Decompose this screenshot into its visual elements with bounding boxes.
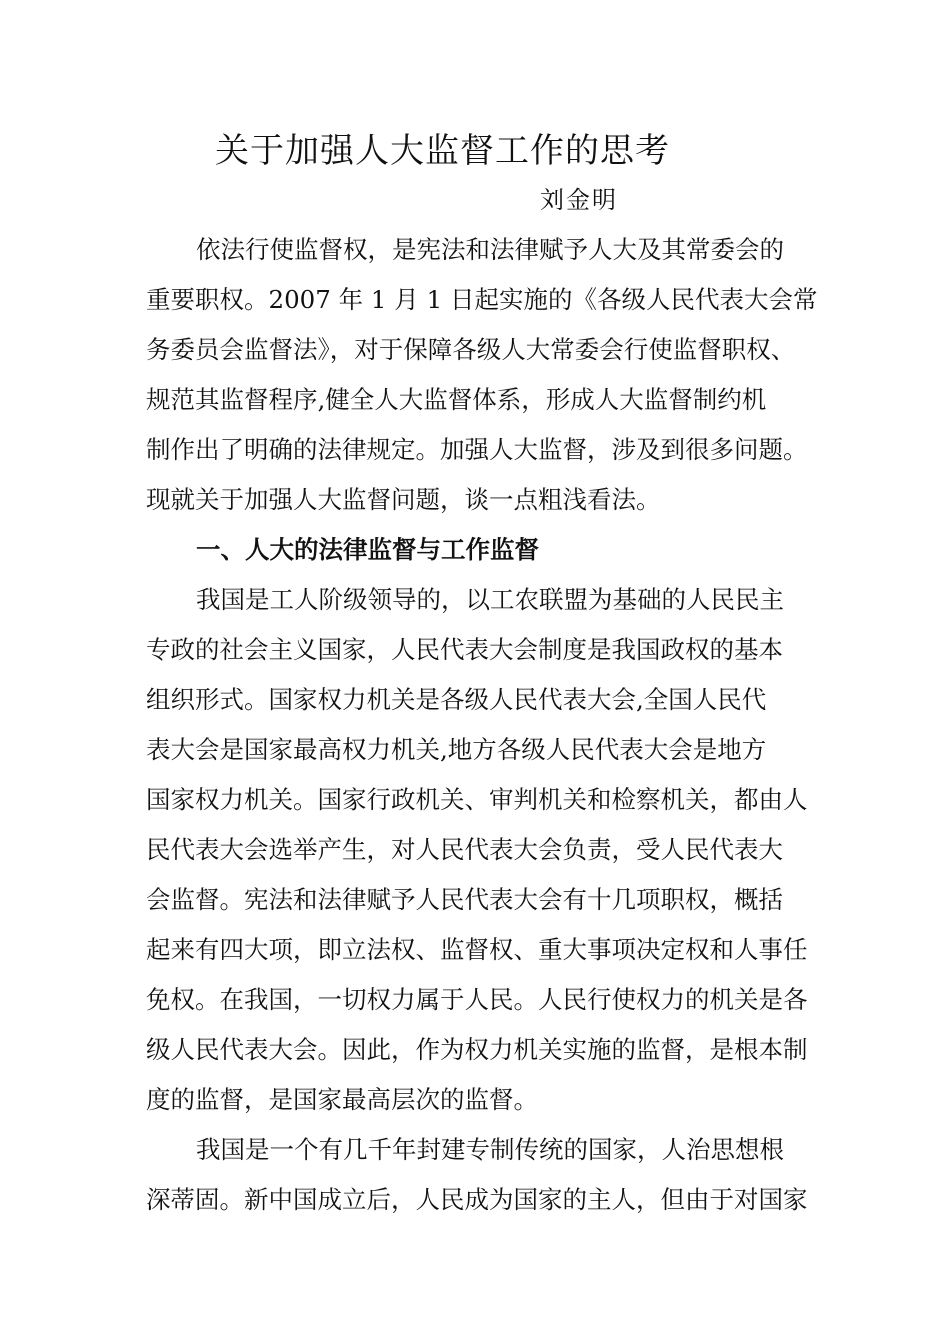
paragraph-line: 表大会是国家最高权力机关,地方各级人民代表大会是地方 [146,735,767,764]
paragraph-line: 度的监督，是国家最高层次的监督。 [146,1085,538,1114]
paragraph-line: 级人民代表大会。因此，作为权力机关实施的监督，是根本制 [146,1035,808,1064]
paragraph-line: 组织形式。国家权力机关是各级人民代表大会,全国人民代 [146,685,767,714]
paragraph-line: 起来有四大项，即立法权、监督权、重大事项决定权和人事任 [146,935,808,964]
paragraph-line: 我国是一个有几千年封建专制传统的国家，人治思想根 [196,1135,784,1164]
paragraph-line: 制作出了明确的法律规定。加强人大监督，涉及到很多问题。 [146,435,808,464]
paragraph-line: 国家权力机关。国家行政机关、审判机关和检察机关，都由人 [146,785,808,814]
paragraph-line: 我国是工人阶级领导的，以工农联盟为基础的人民民主 [196,585,784,614]
paragraph-line: 规范其监督程序,健全人大监督体系，形成人大监督制约机 [146,385,767,414]
paragraph-line: 深蒂固。新中国成立后，人民成为国家的主人，但由于对国家 [146,1185,808,1214]
paragraph-line: 会监督。宪法和法律赋予人民代表大会有十几项职权，概括 [146,885,783,914]
author-name: 刘金明 [540,186,618,214]
paragraph-line: 免权。在我国，一切权力属于人民。人民行使权力的机关是各 [146,985,808,1014]
paragraph-line: 务委员会监督法》，对于保障各级人大常委会行使监督职权、 [146,335,796,364]
section-heading: 一、人大的法律监督与工作监督 [196,535,539,564]
paragraph-line: 民代表大会选举产生，对人民代表大会负责，受人民代表大 [146,835,783,864]
paragraph-line: 现就关于加强人大监督问题，谈一点粗浅看法。 [146,485,661,514]
document-title: 关于加强人大监督工作的思考 [215,131,670,171]
paragraph-line: 依法行使监督权，是宪法和法律赋予人大及其常委会的 [196,235,784,264]
paragraph-line: 重要职权。2007 年 1 月 1 日起实施的《各级人民代表大会常 [146,285,818,314]
paragraph-line: 专政的社会主义国家，人民代表大会制度是我国政权的基本 [146,635,783,664]
